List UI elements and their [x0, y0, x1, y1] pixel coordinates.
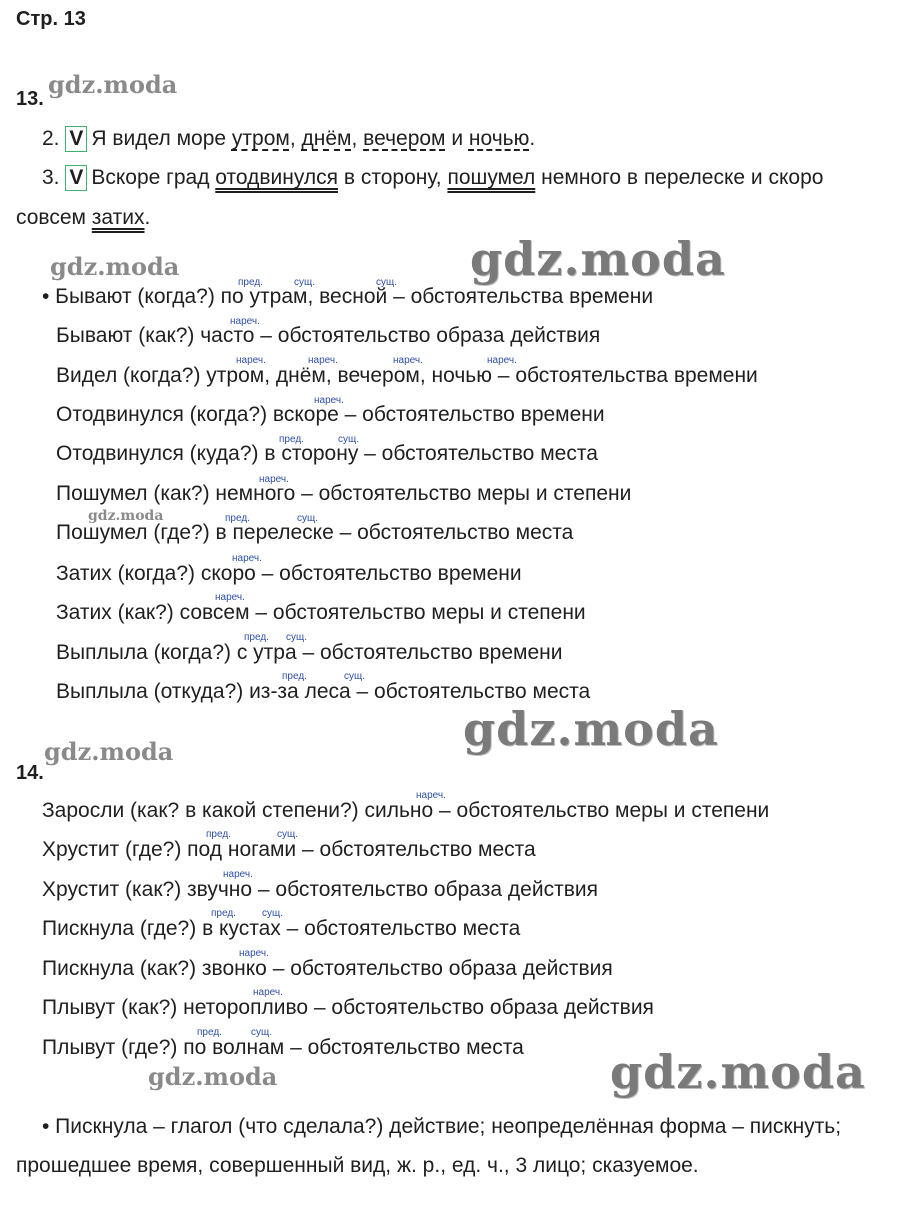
annotation-pred: пред. [225, 513, 250, 524]
annotation-adv: нареч. [487, 355, 517, 366]
analysis-line: • Бывают (когда?) по утрам, весной – обстоятельства времени [42, 285, 654, 308]
annotation-pred: пред. [244, 632, 269, 643]
annotation-adv: нареч. [259, 474, 289, 485]
analysis-line: Видел (когда?) утром, днём, вечером, ночью – обстоятельства времени [56, 364, 758, 387]
annotation-pred: пред. [206, 829, 231, 840]
annotation-noun: сущ. [251, 1027, 273, 1038]
analysis-line: Выплыла (откуда?) из-за леса – обстоятельство места [56, 680, 591, 703]
annotation-noun: сущ. [344, 671, 366, 682]
annotation-adv: нареч. [253, 987, 283, 998]
watermark-logo: gdz.moda [610, 1045, 866, 1099]
annotation-adv: нареч. [232, 553, 262, 564]
analysis-line: Затих (когда?) скоро – обстоятельство времени [56, 562, 522, 585]
annotation-pred: пред. [211, 908, 236, 919]
annotation-adv: нареч. [416, 790, 446, 801]
analysis-line: Пошумел (где?) в перелеске – обстоятельство места [56, 521, 574, 544]
analysis-line: Плывут (как?) неторопливо – обстоятельство образа действия [42, 996, 654, 1019]
watermark-logo: gdz.moda [48, 70, 178, 99]
annotation-adv: нареч. [314, 395, 344, 406]
annotation-adv: нареч. [308, 355, 338, 366]
exercise-14-number: 14. [16, 762, 44, 784]
watermark-logo: gdz.moda [148, 1062, 278, 1091]
check-mark: V [65, 126, 87, 152]
annotation-noun: сущ. [286, 632, 308, 643]
annotation-noun: сущ. [338, 434, 360, 445]
annotation-pred: пред. [197, 1027, 222, 1038]
watermark-logo: gdz.moda [470, 232, 726, 286]
annotation-noun: сущ. [297, 513, 319, 524]
analysis-line: Заросли (как? в какой степени?) сильно – обстоятельство меры и степени [42, 799, 770, 822]
exercise-13-number: 13. [16, 88, 44, 110]
watermark-logo: gdz.moda [50, 252, 180, 281]
sentence-2: 2. V Я видел море утром, днём, вечером и ночью. [42, 127, 536, 150]
analysis-line: Бывают (как?) часто – обстоятельство образа действия [56, 324, 601, 347]
annotation-adv: нареч. [239, 948, 269, 959]
analysis-line: Пошумел (как?) немного – обстоятельство меры и степени [56, 482, 632, 505]
analysis-line: Хрустит (где?) под ногами – обстоятельство места [42, 838, 536, 861]
annotation-adv: нареч. [236, 355, 266, 366]
annotation-noun: сущ. [376, 277, 398, 288]
analysis-line: Плывут (где?) по волнам – обстоятельство места [42, 1036, 524, 1059]
check-mark: V [65, 165, 87, 191]
analysis-line: Отодвинулся (когда?) вскоре – обстоятельство времени [56, 403, 605, 426]
annotation-adv: нареч. [230, 316, 260, 327]
page-title: Стр. 13 [16, 8, 86, 30]
sentence-3: 3. V Вскоре град отодвинулся в сторону, пошумел немного в перелеске и скоро [42, 166, 824, 189]
analysis-line: Отодвинулся (куда?) в сторону – обстоятельство места [56, 442, 598, 465]
annotation-noun: сущ. [262, 908, 284, 919]
analysis-line: Пискнула (как?) звонко – обстоятельство образа действия [42, 957, 613, 980]
annotation-adv: нареч. [223, 869, 253, 880]
annotation-adv: нареч. [393, 355, 423, 366]
annotation-pred: пред. [282, 671, 307, 682]
analysis-line: Выплыла (когда?) с утра – обстоятельство времени [56, 641, 563, 664]
analysis-line: Пискнула (где?) в кустах – обстоятельство места [42, 917, 521, 940]
analysis-line: Хрустит (как?) звучно – обстоятельство образа действия [42, 878, 598, 901]
annotation-pred: пред. [238, 277, 263, 288]
annotation-noun: сущ. [294, 277, 316, 288]
annotation-pred: пред. [279, 434, 304, 445]
watermark-logo: gdz.moda [463, 702, 719, 756]
morphology-note-line-1: • Пискнула – глагол (что сделала?) действие; неопределённая форма – пискнуть; [42, 1115, 842, 1138]
sentence-3-continued: совсем затих. [16, 206, 151, 229]
watermark-logo: gdz.moda [88, 508, 164, 524]
morphology-note-line-2: прошедшее время, совершенный вид, ж. р., ед. ч., 3 лицо; сказуемое. [16, 1154, 699, 1177]
analysis-line: Затих (как?) совсем – обстоятельство меры и степени [56, 601, 586, 624]
annotation-adv: нареч. [215, 592, 245, 603]
annotation-noun: сущ. [277, 829, 299, 840]
watermark-logo: gdz.moda [44, 737, 174, 766]
